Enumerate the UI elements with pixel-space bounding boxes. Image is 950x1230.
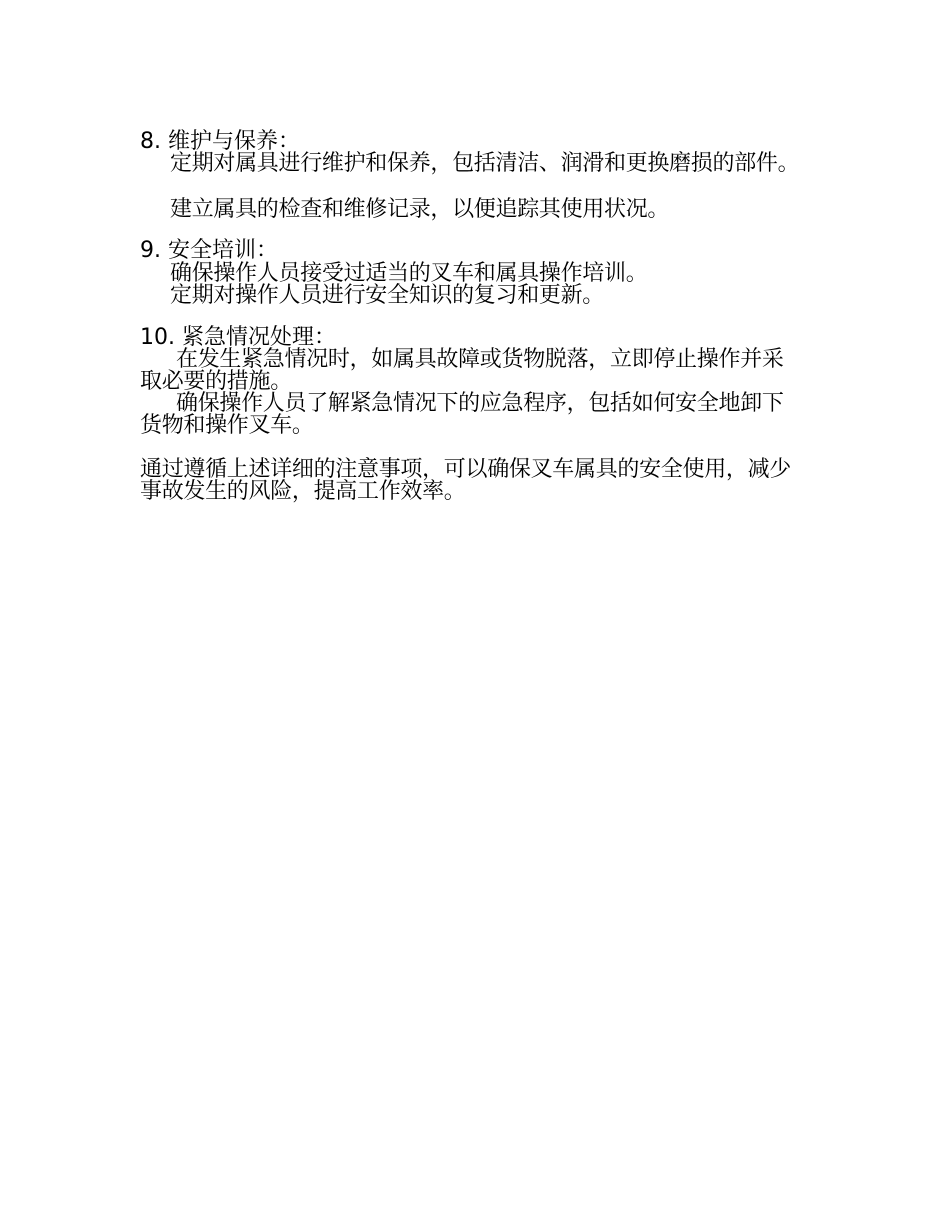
section-heading-maintenance: 8. 维护与保养： — [140, 129, 300, 154]
section-item-emergency-1: 在发生紧急情况时，如属具故障或货物脱落，立即停止操作并采取必要的措施。 — [140, 347, 784, 394]
section-heading-training: 9. 安全培训： — [140, 238, 278, 263]
section-item-maintenance-1: 定期对属具进行维护和保养，包括清洁、润滑和更换磨损的部件。 — [170, 151, 800, 176]
section-heading-emergency: 10. 紧急情况处理： — [140, 325, 336, 350]
section-item-training-2: 定期对操作人员进行安全知识的复习和更新。 — [170, 283, 605, 308]
section-item-emergency-2: 确保操作人员了解紧急情况下的应急程序，包括如何安全地卸下货物和操作叉车。 — [140, 391, 784, 438]
conclusion-paragraph: 通过遵循上述详细的注意事项，可以确保叉车属具的安全使用，减少事故发生的风险，提高工作效率。 — [140, 457, 792, 504]
section-item-training-1: 确保操作人员接受过适当的叉车和属具操作培训。 — [170, 261, 648, 286]
section-item-maintenance-2: 建立属具的检查和维修记录，以便追踪其使用状况。 — [170, 197, 670, 222]
